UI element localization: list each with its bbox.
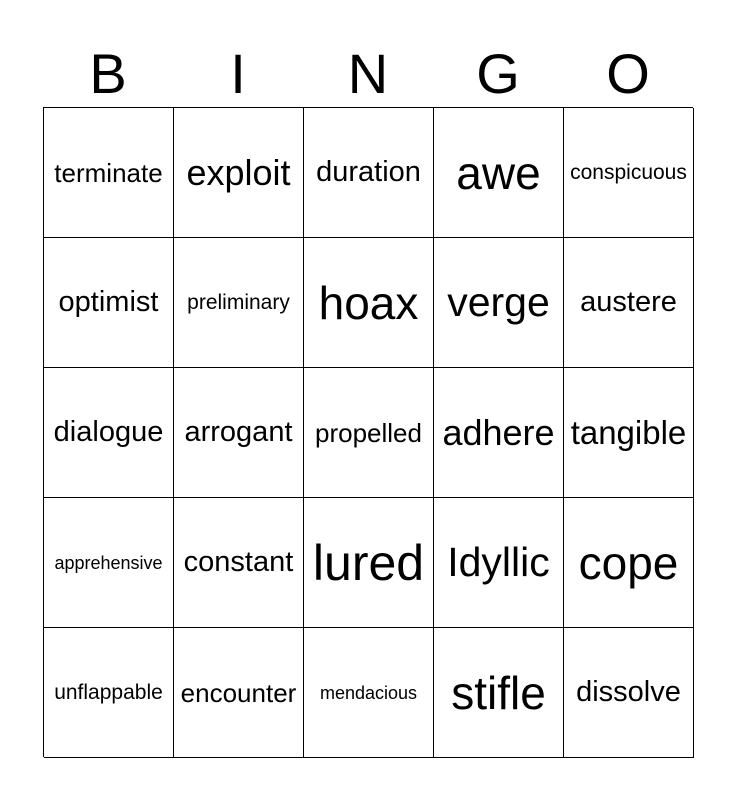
bingo-cell[interactable]: unflappable [44,628,174,758]
bingo-cell[interactable]: duration [304,108,434,238]
bingo-cell[interactable]: encounter [174,628,304,758]
bingo-cell[interactable]: dissolve [564,628,694,758]
bingo-cell[interactable]: terminate [44,108,174,238]
bingo-cell[interactable]: preliminary [174,238,304,368]
header-letter-b: B [89,42,127,105]
bingo-cell[interactable]: apprehensive [44,498,174,628]
bingo-cell[interactable]: awe [434,108,564,238]
bingo-cell[interactable]: propelled [304,368,434,498]
bingo-cell[interactable]: constant [174,498,304,628]
bingo-cell[interactable]: optimist [44,238,174,368]
header-letter-g: G [476,42,520,105]
bingo-cell[interactable]: conspicuous [564,108,694,238]
bingo-cell[interactable]: adhere [434,368,564,498]
bingo-cell[interactable]: austere [564,238,694,368]
bingo-cell[interactable]: hoax [304,238,434,368]
bingo-cell[interactable]: tangible [564,368,694,498]
bingo-cell[interactable]: cope [564,498,694,628]
bingo-cell[interactable]: dialogue [44,368,174,498]
bingo-board [43,107,693,757]
bingo-cell[interactable]: verge [434,238,564,368]
bingo-cell[interactable]: Idyllic [434,498,564,628]
bingo-cell[interactable]: stifle [434,628,564,758]
header-letter-n: N [347,42,389,105]
bingo-cell[interactable]: lured [304,498,434,628]
bingo-cell[interactable]: arrogant [174,368,304,498]
header-letter-i: I [230,42,246,105]
bingo-cell[interactable]: exploit [174,108,304,238]
bingo-header [43,40,693,108]
header-letter-o: O [606,42,650,105]
bingo-cell[interactable]: mendacious [304,628,434,758]
